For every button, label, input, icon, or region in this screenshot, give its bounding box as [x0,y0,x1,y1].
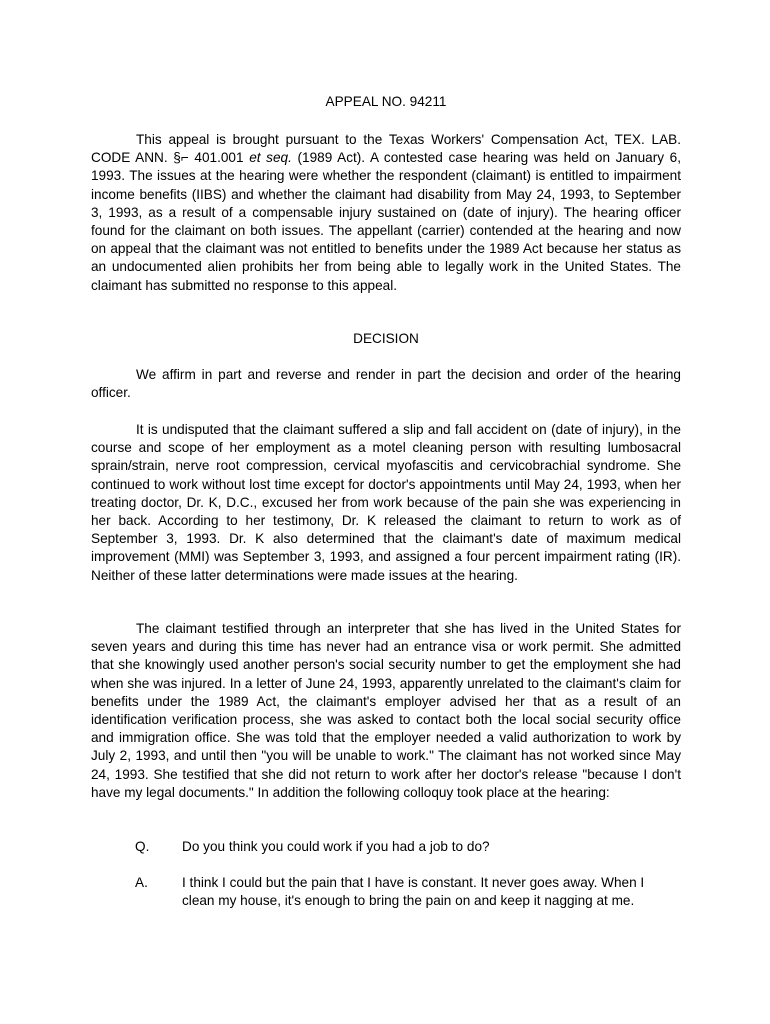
et-seq-text: et seq. [249,150,292,166]
intro-text-1: This appeal is brought pursuant to the Texas Workers' Compensation Act, TEX. LAB. CODE ANN. § [91,132,681,166]
colloquy-question [135,838,655,856]
intro-text-2: 401.001 [188,150,250,166]
answer-label: A. [135,875,148,890]
decision-heading: DECISION [353,331,419,346]
paragraph-facts: It is undisputed that the claimant suffered a slip and fall accident on (date of injury), in the course and scope of her employment as a motel cleaning person with resulting lumbosacral sprain/strain, nerve root compression, cervical myofascitis and cervicobrachial syndrome. She continued to work without lost time except for doctor's appointments until May 24, 1993, when her treating doctor, Dr. K, D.C., excused her from work because of the pain she was experiencing in her back. According to her testimony, Dr. K released the claimant to return to work as of September 3, 1993. Dr. K also determined that the claimant's date of maximum medical improvement (MMI) was September 3, 1993, and assigned a four percent impairment rating (IR). Neither of these latter determinations were made issues at the hearing. [91,422,681,583]
question-label: Q. [135,839,150,854]
intro-paragraph [91,131,681,295]
paragraph-testimony: The claimant testified through an interpreter that she has lived in the United States for seven years and during this time has never had an entrance visa or work permit. She admitted that she knowingly used another person's social security number to get the employment she had when she was injured. In a letter of June 24, 1993, apparently unrelated to the claimant's claim for benefits under the 1989 Act, the claimant's employer advised her that as a result of an identification verification process, she was asked to contact both the local social security office and immigration office. She was told that the employer needed a valid authorization to work by July 2, 1993, and until then "you will be unable to work." The claimant has not worked since May 24, 1993. She testified that she did not return to work after her doctor's release "because I don't have my legal documents." In addition the following colloquy took place at the hearing: [91,621,681,800]
colloquy-answer [135,874,655,910]
answer-text: I think I could but the pain that I have is constant. It never goes away. When I clean my house, it's enough to bring the pain on and keep it nagging at me. [182,875,645,909]
question-text: Do you think you could work if you had a job to do? [182,839,490,854]
appeal-heading: APPEAL NO. 94211 [325,94,447,109]
intro-text-3: (1989 Act). A contested case hearing was held on January 6, 1993. The issues at the hearing were whether the respondent (claimant) is entitled to impairment income benefits (IIBS) and whether the claimant had disability from May 24, 1993, to September 3, 1993, as a result of a compensable injury sustained on (date of injury). The hearing officer found for the claimant on both issues. The appellant (carrier) contended at the hearing and now on appeal that the claimant was not entitled to benefits under the 1989 Act because her status as an undocumented alien prohibits her from being able to legally work in the United States. The claimant has submitted no response to this appeal. [91,150,682,293]
section-symbol-glyph-icon: ⌐ [180,150,189,166]
paragraph-affirm: We affirm in part and reverse and render in part the decision and order of the hearing officer. [91,367,681,401]
